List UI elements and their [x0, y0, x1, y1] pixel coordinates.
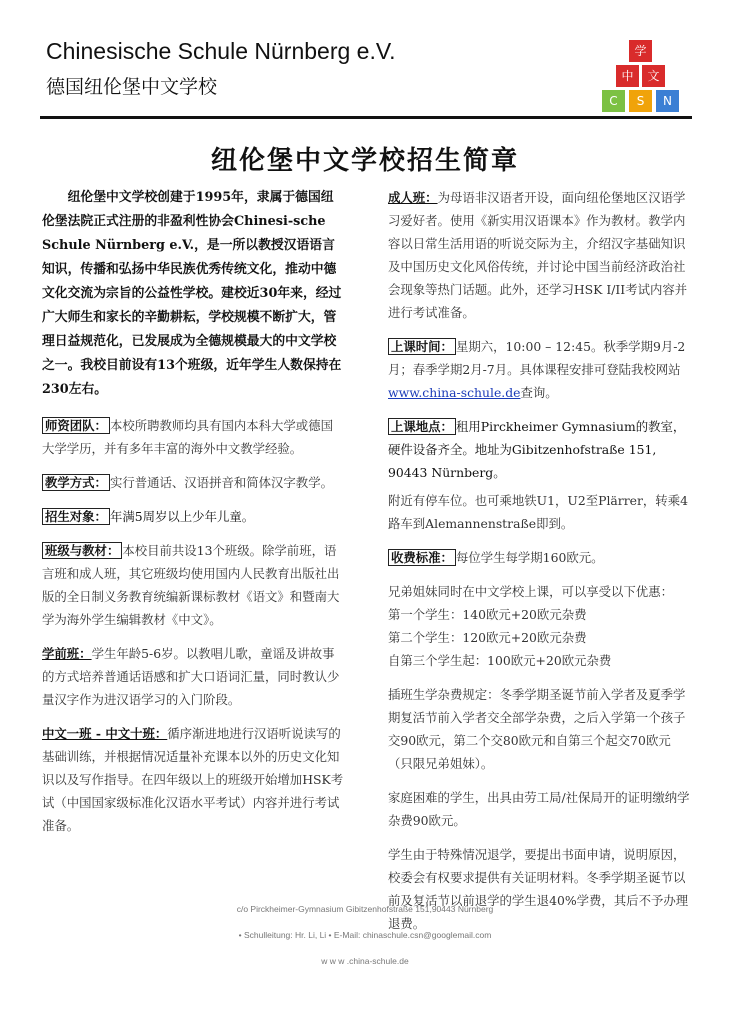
section-text: 本校目前共设13个班级。除学前班，语言班和成人班，其它班级均使用国内人民教育出版社出版的全日制义务教育统编新课标教材《语文》和暨南大学为海外学生编辑教材《中文》。 [42, 543, 340, 627]
section-classes-textbooks [42, 539, 344, 631]
school-website-link[interactable]: www.china-schule.de [388, 385, 521, 400]
section-label: 收费标准： [388, 549, 456, 566]
section-adult-class [388, 186, 692, 324]
section-fees [388, 546, 692, 569]
section-class-location [388, 415, 692, 535]
section-chinese-classes [42, 722, 344, 837]
school-name-chinese: 德国纽伦堡中文学校 [46, 76, 218, 98]
section-text: 星期六，10:00 – 12:45。秋季学期9月-2月；春季学期2月-7月。具体课程安排可登陆我校网站 [388, 339, 686, 377]
header-divider [40, 116, 692, 119]
sibling-line: 第一个学生：140欧元+20欧元杂费 [388, 607, 587, 622]
logo-tile-n: N [656, 90, 679, 112]
footer-address: c/o Pirckheimer-Gymnasium Gibitzenhofstraße 151,90443 Nürnberg [236, 904, 494, 914]
intro-paragraph: 纽伦堡中文学校创建于1995年，隶属于德国纽伦堡法院正式注册的非盈利性协会Chinesi-sche Schule Nürnberg e.V.，是一所以教授汉语语言知识，传播和弘扬中华民族优秀传统文化，推动中德文化交流为宗旨的公益性学校。建校近30年来，经过广大师生和家长的辛勤耕耘，学校规模不断扩大，管理日益规范化，已发展成为全德规模最大的中文学校之一。我校目前设有13个班级，近年学生人数保持在230左右。 [42, 190, 342, 397]
section-teaching-method [42, 471, 344, 494]
section-text-transport: 附近有停车位。也可乘地铁U1，U2至Plärrer，转乘4路车到Alemannenstraße即到。 [388, 493, 688, 531]
section-late-enrollment [388, 683, 692, 775]
section-hardship [388, 786, 692, 832]
section-text: 年满5周岁以上少年儿童。 [109, 509, 255, 524]
left-column [42, 186, 344, 848]
section-text: 循序渐进地进行汉语听说读写的基础训练，并根据情况适量补充课本以外的历史文化知识以及写作指导。在四年级以上的班级开始增加HSK考试（中国国家级标准化汉语水平考试）内容并进行考试准备。 [42, 726, 344, 833]
section-teachers [42, 414, 344, 460]
page-title: 纽伦堡中文学校招生简章 [210, 146, 519, 176]
section-label: 师资团队： [42, 417, 110, 434]
school-name-german: Chinesische Schule Nürnberg e.V. [46, 38, 396, 64]
section-label: 招生对象： [42, 508, 110, 525]
section-label: 班级与教材： [42, 542, 122, 559]
section-text: 插班生学杂费规定：冬季学期圣诞节前入学者及夏季学期复活节前入学者交全部学杂费，之后入学第一个孩子交90欧元，第二个交80欧元和自第三个起交70欧元（只限兄弟姐妹）。 [388, 687, 686, 771]
section-label: 成人班： [388, 190, 438, 205]
section-preschool [42, 642, 344, 711]
right-column [388, 186, 692, 946]
footer-contact: • Schulleitung: Hr. Li, Li • E-Mail: chinaschule.csn@googlemail.com [238, 930, 492, 940]
section-text: 学生由于特殊情况退学，要提出书面申请，说明原因，校委会有权要求提供有关证明材料。冬季学期圣诞节以前及复活节以前退学的学生退40%学费，其后不予办理退费。 [388, 847, 689, 931]
section-label: 上课时间： [388, 338, 456, 355]
section-label: 学前班： [42, 646, 92, 661]
sibling-line: 兄弟姐妹同时在中文学校上课，可以享受以下优惠： [388, 584, 673, 599]
section-text: 租用Pirckheimer Gymnasium的教室，硬件设备齐全。地址为Gibitzenhofstraße 151, 90443 Nürnberg。 [388, 419, 686, 480]
section-text: 实行普通话、汉语拼音和简体汉字教学。 [109, 475, 333, 490]
section-text: 学生年龄5-6岁。以教唱儿歌，童谣及讲故事的方式培养普通话语感和扩大口语词汇量，同时教认少量汉字作为进汉语学习的入门阶段。 [42, 646, 340, 707]
section-text: 为母语非汉语者开设，面向纽伦堡地区汉语学习爱好者。使用《新实用汉语课本》作为教材。教学内容以日常生活用语的听说交际为主，介绍汉字基础知识及中国历史文化风俗传统，并讨论中国当前经济政治社会现象等热门话题。此外，还学习HSK I/II考试内容并进行考试准备。 [388, 190, 688, 320]
logo-tile-wen: 文 [642, 65, 665, 87]
section-withdrawal [388, 843, 692, 935]
section-sibling-discount [388, 580, 692, 672]
logo-tile-s: S [629, 90, 652, 112]
sibling-line: 自第三个学生起：100欧元+20欧元杂费 [388, 653, 612, 668]
section-target-students [42, 505, 344, 528]
section-class-time [388, 335, 692, 404]
footer-website: w w w .china-schule.de [321, 956, 409, 966]
section-label: 中文一班 - 中文十班： [42, 726, 168, 741]
logo-tile-xue: 学 [629, 40, 652, 62]
logo-tile-zhong: 中 [616, 65, 639, 87]
section-text-tail: 查询。 [520, 385, 558, 400]
section-label: 教学方式： [42, 474, 110, 491]
section-text: 本校所聘教师均具有国内本科大学或德国大学学历，并有多年丰富的海外中文教学经验。 [42, 418, 333, 456]
section-label: 上课地点： [388, 418, 456, 435]
section-text: 每位学生每学期160欧元。 [455, 550, 604, 565]
school-logo [598, 40, 684, 112]
sibling-line: 第二个学生：120欧元+20欧元杂费 [388, 630, 587, 645]
section-text: 家庭困难的学生，出具由劳工局/社保局开的证明缴纳学杂费90欧元。 [388, 790, 690, 828]
logo-tile-c: C [602, 90, 625, 112]
